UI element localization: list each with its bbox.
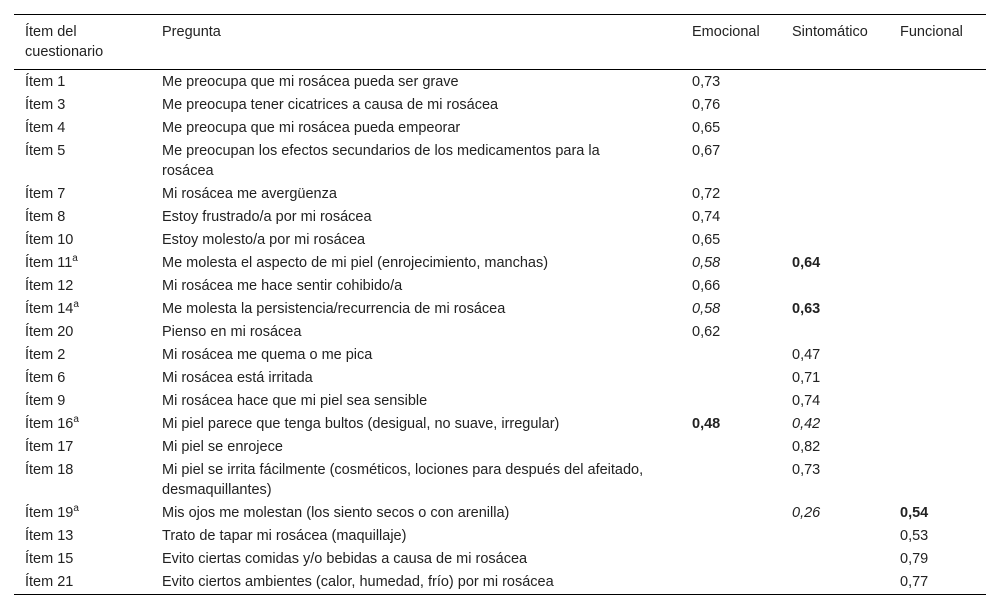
header-row — [14, 15, 986, 70]
table-row — [14, 298, 986, 321]
funcional-value: 0,53 — [900, 528, 929, 544]
emocional-value — [681, 525, 781, 548]
question-cell: Mi rosácea está irritada — [162, 370, 313, 386]
question-cell: Mi rosácea me hace sentir cohibido/a — [162, 278, 403, 294]
question-cell: Estoy frustrado/a por mi rosácea — [162, 209, 372, 225]
sintomatico-value — [781, 117, 889, 140]
footnote-marker: a — [73, 299, 79, 311]
sintomatico-value: 0,82 — [792, 439, 821, 455]
item-cell — [14, 367, 151, 390]
item-label: Ítem 10 — [25, 232, 74, 248]
item-cell — [14, 502, 151, 525]
item-cell — [14, 206, 151, 229]
funcional-value: 0,54 — [900, 505, 929, 521]
funcional-value — [889, 140, 986, 183]
item-label: Ítem 3 — [25, 97, 66, 113]
question-cell: Evito ciertas comidas y/o bebidas a causa de mi rosácea — [162, 551, 528, 567]
emocional-value — [681, 571, 781, 595]
funcional-value — [889, 413, 986, 436]
table-body — [14, 70, 986, 595]
item-label: Ítem 8 — [25, 209, 66, 225]
item-cell — [14, 117, 151, 140]
item-label: Ítem 2 — [25, 347, 66, 363]
emocional-value: 0,66 — [692, 278, 721, 294]
sintomatico-value: 0,74 — [792, 393, 821, 409]
emocional-value: 0,65 — [692, 120, 721, 136]
table-row — [14, 525, 986, 548]
item-cell — [14, 344, 151, 367]
question-cell: Me molesta el aspecto de mi piel (enrojecimiento, manchas) — [162, 255, 549, 271]
funcional-value — [889, 344, 986, 367]
item-label: Ítem 17 — [25, 439, 74, 455]
funcional-value — [889, 117, 986, 140]
item-label: Ítem 20 — [25, 324, 74, 340]
emocional-value — [681, 459, 781, 502]
header-emocional: Emocional — [692, 24, 760, 40]
sintomatico-value — [781, 275, 889, 298]
emocional-value: 0,48 — [692, 416, 721, 432]
question-cell: Mi rosácea hace que mi piel sea sensible — [162, 393, 428, 409]
funcional-value — [889, 275, 986, 298]
table-row — [14, 252, 986, 275]
item-label: Ítem 13 — [25, 528, 74, 544]
item-label: Ítem 1 — [25, 74, 66, 90]
question-cell: Pienso en mi rosácea — [162, 324, 302, 340]
emocional-value: 0,72 — [692, 186, 721, 202]
question-cell: Mi piel parece que tenga bultos (desigual, no suave, irregular) — [162, 416, 560, 432]
item-cell — [14, 548, 151, 571]
sintomatico-value: 0,42 — [792, 416, 821, 432]
sintomatico-value: 0,47 — [792, 347, 821, 363]
funcional-value — [889, 459, 986, 502]
header-pregunta: Pregunta — [162, 24, 221, 40]
item-cell — [14, 229, 151, 252]
item-label: Ítem 12 — [25, 278, 74, 294]
item-label: Ítem 18 — [25, 462, 74, 478]
question-cell: Mi rosácea me avergüenza — [162, 186, 337, 202]
table-row — [14, 206, 986, 229]
funcional-value — [889, 229, 986, 252]
sintomatico-value: 0,73 — [792, 462, 821, 478]
emocional-value — [681, 390, 781, 413]
funcional-value — [889, 436, 986, 459]
emocional-value — [681, 548, 781, 571]
table-row — [14, 140, 986, 183]
item-label: Ítem 6 — [25, 370, 66, 386]
sintomatico-value — [781, 229, 889, 252]
table-row — [14, 183, 986, 206]
table-row — [14, 390, 986, 413]
item-cell — [14, 140, 151, 183]
question-cell: Me preocupan los efectos secundarios de los medicamentos para la rosácea — [162, 143, 600, 179]
funcional-value — [889, 183, 986, 206]
item-cell — [14, 298, 151, 321]
header-sintomatico: Sintomático — [792, 24, 868, 40]
item-label: Ítem 4 — [25, 120, 66, 136]
item-label: Ítem 9 — [25, 393, 66, 409]
funcional-value — [889, 70, 986, 94]
table-row — [14, 117, 986, 140]
sintomatico-value — [781, 183, 889, 206]
question-cell: Mi rosácea me quema o me pica — [162, 347, 373, 363]
item-label: Ítem 21 — [25, 574, 74, 590]
emocional-value: 0,58 — [692, 255, 721, 271]
table-row — [14, 502, 986, 525]
item-label: Ítem 5 — [25, 143, 66, 159]
sintomatico-value — [781, 206, 889, 229]
sintomatico-value — [781, 94, 889, 117]
funcional-value — [889, 206, 986, 229]
emocional-value — [681, 436, 781, 459]
sintomatico-value: 0,64 — [792, 255, 821, 271]
question-cell: Trato de tapar mi rosácea (maquillaje) — [162, 528, 407, 544]
question-cell: Mi piel se irrita fácilmente (cosméticos, lociones para después del afeitado, desmaquillantes) — [162, 462, 644, 498]
emocional-value: 0,67 — [692, 143, 721, 159]
header-funcional: Funcional — [900, 24, 963, 40]
item-cell — [14, 183, 151, 206]
sintomatico-value: 0,71 — [792, 370, 821, 386]
factor-loadings-table — [14, 14, 986, 595]
question-cell: Me preocupa tener cicatrices a causa de mi rosácea — [162, 97, 499, 113]
funcional-value — [889, 390, 986, 413]
emocional-value — [681, 502, 781, 525]
funcional-value — [889, 298, 986, 321]
question-cell: Me molesta la persistencia/recurrencia de mi rosácea — [162, 301, 506, 317]
question-cell: Mis ojos me molestan (los siento secos o con arenilla) — [162, 505, 510, 521]
funcional-value — [889, 367, 986, 390]
emocional-value — [681, 367, 781, 390]
emocional-value: 0,58 — [692, 301, 721, 317]
question-cell: Me preocupa que mi rosácea pueda ser grave — [162, 74, 459, 90]
item-cell — [14, 525, 151, 548]
table-row — [14, 367, 986, 390]
footnote-marker: a — [72, 253, 78, 265]
item-cell — [14, 459, 151, 502]
sintomatico-value — [781, 140, 889, 183]
sintomatico-value — [781, 548, 889, 571]
question-cell: Estoy molesto/a por mi rosácea — [162, 232, 366, 248]
footnote-marker: a — [73, 503, 79, 515]
funcional-value — [889, 94, 986, 117]
item-label: Ítem 7 — [25, 186, 66, 202]
item-label: Ítem 19 — [25, 505, 74, 521]
sintomatico-value: 0,63 — [792, 301, 821, 317]
emocional-value: 0,76 — [692, 97, 721, 113]
funcional-value: 0,79 — [900, 551, 929, 567]
sintomatico-value — [781, 571, 889, 595]
item-cell — [14, 571, 151, 595]
table-row — [14, 436, 986, 459]
item-cell — [14, 390, 151, 413]
table-header — [14, 15, 986, 70]
question-cell: Mi piel se enrojece — [162, 439, 283, 455]
emocional-value: 0,73 — [692, 74, 721, 90]
item-label: Ítem 14 — [25, 301, 74, 317]
item-label: Ítem 15 — [25, 551, 74, 567]
funcional-value: 0,77 — [900, 574, 929, 590]
item-label: Ítem 11 — [25, 255, 73, 271]
item-cell — [14, 413, 151, 436]
sintomatico-value — [781, 321, 889, 344]
item-label: Ítem 16 — [25, 416, 74, 432]
table-row — [14, 321, 986, 344]
table-row — [14, 229, 986, 252]
emocional-value: 0,65 — [692, 232, 721, 248]
funcional-value — [889, 252, 986, 275]
item-cell — [14, 436, 151, 459]
emocional-value — [681, 344, 781, 367]
funcional-value — [889, 321, 986, 344]
item-cell — [14, 70, 151, 94]
emocional-value: 0,74 — [692, 209, 721, 225]
header-item: Ítem del cuestionario — [25, 24, 104, 60]
emocional-value: 0,62 — [692, 324, 721, 340]
table-row — [14, 413, 986, 436]
table-row — [14, 344, 986, 367]
table-row — [14, 94, 986, 117]
item-cell — [14, 94, 151, 117]
table-row — [14, 70, 986, 94]
question-cell: Me preocupa que mi rosácea pueda empeorar — [162, 120, 461, 136]
item-cell — [14, 275, 151, 298]
table-row — [14, 571, 986, 595]
table-row — [14, 548, 986, 571]
sintomatico-value: 0,26 — [792, 505, 821, 521]
question-cell: Evito ciertos ambientes (calor, humedad, frío) por mi rosácea — [162, 574, 554, 590]
item-cell — [14, 321, 151, 344]
table-row — [14, 275, 986, 298]
item-cell — [14, 252, 151, 275]
sintomatico-value — [781, 70, 889, 94]
table-row — [14, 459, 986, 502]
sintomatico-value — [781, 525, 889, 548]
footnote-marker: a — [73, 414, 79, 426]
